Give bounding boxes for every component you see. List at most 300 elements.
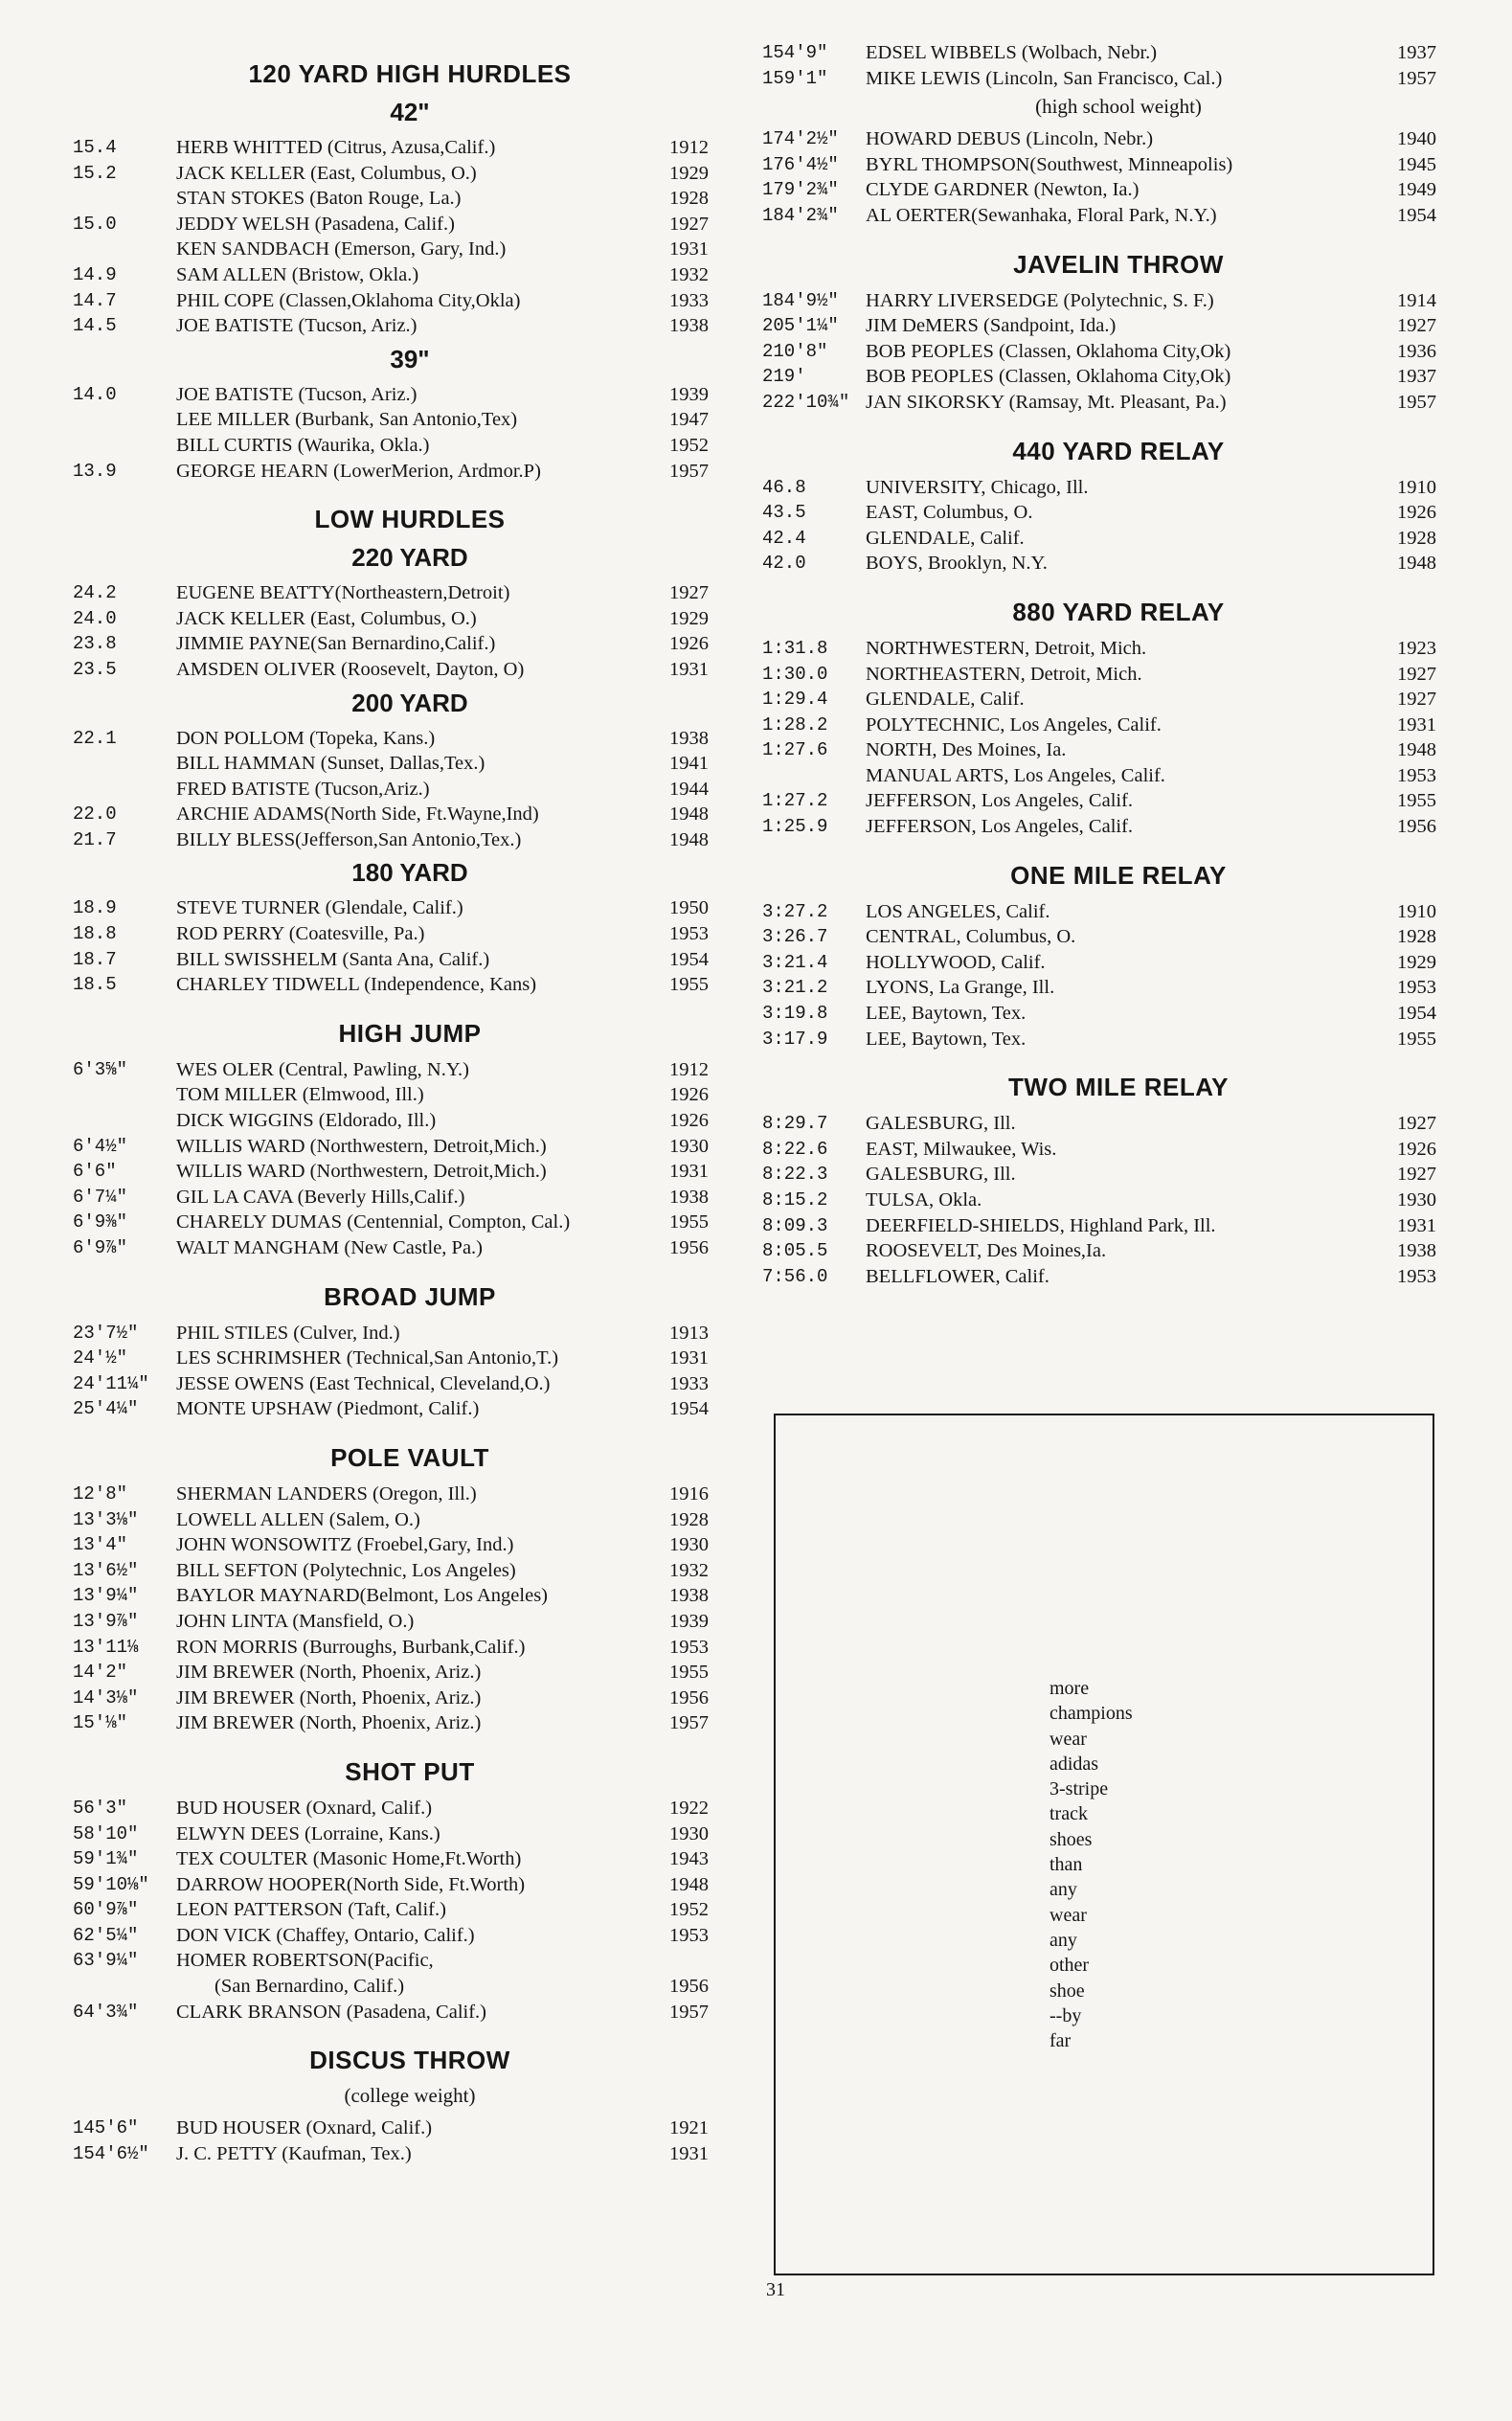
record-year: 1954 <box>669 1398 709 1420</box>
record-year: 1929 <box>669 162 709 184</box>
record-row <box>762 288 1436 314</box>
record-mark: 18.8 <box>73 923 117 945</box>
record-mark: 179'2¾" <box>762 179 839 201</box>
record-year: 1954 <box>1397 204 1436 226</box>
record-holder: GALESBURG, Ill. <box>866 1113 1016 1135</box>
section-heading: SHOT PUT <box>345 1756 475 1786</box>
record-year: 1929 <box>1397 951 1436 973</box>
record-row <box>762 203 1436 229</box>
record-year: 1953 <box>669 1636 709 1658</box>
record-mark: 8:09.3 <box>762 1214 828 1236</box>
record-row <box>762 313 1436 339</box>
record-year: 1926 <box>669 633 709 655</box>
record-row <box>73 1974 709 2000</box>
record-row <box>73 726 709 752</box>
ad-line: --by <box>1049 2004 1082 2026</box>
record-row <box>73 921 709 947</box>
record-holder: EAST, Columbus, O. <box>866 502 1033 524</box>
record-row <box>762 713 1436 738</box>
record-year: 1912 <box>669 137 709 158</box>
record-row <box>762 899 1436 925</box>
record-mark: 60'9⅞" <box>73 1899 139 1921</box>
record-row <box>762 924 1436 950</box>
record-row <box>762 814 1436 840</box>
record-year <box>651 1948 709 1974</box>
record-holder: POLYTECHNIC, Los Angeles, Calif. <box>866 713 1162 735</box>
record-row <box>762 1027 1436 1052</box>
record-row <box>73 580 709 606</box>
record-holder: JOE BATISTE (Tucson, Ariz.) <box>176 383 417 405</box>
record-mark: 219' <box>762 366 806 388</box>
record-holder: CLARK BRANSON (Pasadena, Calif.) <box>176 2001 486 2023</box>
record-holder: LEE MILLER (Burbank, San Antonio,Tex) <box>176 409 518 431</box>
record-year: 1929 <box>669 607 709 629</box>
record-row <box>73 1897 709 1923</box>
record-row <box>73 972 709 998</box>
record-mark: 205'1¼" <box>762 315 839 337</box>
record-holder: SAM ALLEN (Bristow, Okla.) <box>176 263 419 285</box>
record-holder: ROOSEVELT, Des Moines,Ia. <box>866 1240 1107 1262</box>
record-row <box>73 1082 709 1108</box>
record-holder: BILL CURTIS (Waurika, Okla.) <box>176 434 430 456</box>
record-row <box>73 1846 709 1872</box>
ad-line: any <box>1049 1879 1077 1901</box>
record-row <box>762 152 1436 178</box>
record-row <box>73 827 709 853</box>
record-holder: JIM DeMERS (Sandpoint, Ida.) <box>866 315 1117 337</box>
record-row <box>73 237 709 262</box>
record-row <box>73 606 709 632</box>
record-year: 1932 <box>669 263 709 285</box>
record-year: 1940 <box>1397 128 1436 150</box>
record-mark: 6'9⅞" <box>73 1237 128 1258</box>
record-year: 1913 <box>669 1322 709 1344</box>
record-holder: WILLIS WARD (Northwestern, Detroit,Mich.) <box>176 1135 547 1157</box>
record-year: 1930 <box>669 1822 709 1844</box>
record-row <box>73 657 709 683</box>
record-row <box>73 1635 709 1661</box>
record-holder: EUGENE BEATTY(Northeastern,Detroit) <box>176 582 510 604</box>
record-year: 1956 <box>669 1686 709 1708</box>
record-mark <box>73 407 176 433</box>
record-row <box>762 662 1436 688</box>
ad-line: any <box>1049 1929 1077 1951</box>
record-holder: TOM MILLER (Elmwood, Ill.) <box>176 1084 424 1106</box>
record-year: 1956 <box>669 1237 709 1258</box>
record-mark: 56'3" <box>73 1797 128 1819</box>
record-row <box>73 1558 709 1584</box>
record-year: 1931 <box>669 2142 709 2164</box>
record-row <box>762 500 1436 526</box>
record-year: 1956 <box>669 1976 709 1998</box>
record-holder: SHERMAN LANDERS (Oregon, Ill.) <box>176 1482 477 1505</box>
record-holder: JACK KELLER (East, Columbus, O.) <box>176 162 477 184</box>
record-year: 1931 <box>1397 713 1436 735</box>
record-holder: BILL SWISSHELM (Santa Ana, Calif.) <box>176 948 490 970</box>
record-year: 1938 <box>1397 1240 1436 1262</box>
record-holder: GALESBURG, Ill. <box>866 1164 1016 1186</box>
record-row <box>73 262 709 288</box>
record-row <box>73 1185 709 1210</box>
record-mark: 15.0 <box>73 213 117 235</box>
ad-line: other <box>1049 1955 1090 1977</box>
section-subheading: 180 YARD <box>351 858 468 888</box>
record-year: 1914 <box>1397 289 1436 311</box>
record-mark: 1:30.0 <box>762 663 828 685</box>
section-heading: JAVELIN THROW <box>1013 249 1224 279</box>
record-mark: 18.9 <box>73 897 117 919</box>
record-holder: UNIVERSITY, Chicago, Ill. <box>866 476 1089 498</box>
record-mark: 1:31.8 <box>762 637 828 659</box>
record-year: 1954 <box>669 948 709 970</box>
record-year: 1954 <box>1397 1003 1436 1025</box>
record-year: 1931 <box>669 238 709 260</box>
record-holder: BELLFLOWER, Calif. <box>866 1265 1049 1287</box>
record-mark: 24'11¼" <box>73 1372 149 1394</box>
record-holder: BILLY BLESS(Jefferson,San Antonio,Tex.) <box>176 828 522 850</box>
record-year: 1931 <box>669 1161 709 1183</box>
record-row <box>73 1710 709 1736</box>
record-year: 1921 <box>669 2117 709 2139</box>
record-mark: 6'6" <box>73 1161 117 1183</box>
record-year: 1926 <box>669 1084 709 1106</box>
record-holder: WALT MANGHAM (New Castle, Pa.) <box>176 1237 484 1258</box>
ad-line: champions <box>1049 1703 1133 1725</box>
record-holder: BILL HAMMAN (Sunset, Dallas,Tex.) <box>176 753 485 775</box>
record-mark: 14'3⅛" <box>73 1686 139 1708</box>
ad-line: shoe <box>1049 1980 1085 2002</box>
record-holder: JAN SIKORSKY (Ramsay, Mt. Pleasant, Pa.) <box>866 391 1227 413</box>
section-heading: 440 YARD RELAY <box>1012 436 1225 465</box>
record-year: 1948 <box>669 828 709 850</box>
record-row <box>73 433 709 459</box>
record-mark: 42.0 <box>762 553 806 575</box>
record-year: 1928 <box>669 188 709 210</box>
section-heading: DISCUS THROW <box>309 2046 510 2075</box>
record-holder: LES SCHRIMSHER (Technical,San Antonio,T.) <box>176 1347 559 1369</box>
record-holder: JOHN WONSOWITZ (Froebel,Gary, Ind.) <box>176 1534 514 1556</box>
section-heading: 880 YARD RELAY <box>1012 597 1225 626</box>
record-year: 1955 <box>669 1662 709 1684</box>
record-row <box>73 186 709 212</box>
record-row <box>762 126 1436 152</box>
record-mark: 159'1" <box>762 67 828 89</box>
section-heading: BROAD JUMP <box>324 1281 496 1311</box>
page-number: 31 <box>766 2279 785 2300</box>
record-holder: JOHN LINTA (Mansfield, O.) <box>176 1610 415 1632</box>
record-mark: 222'10¾" <box>762 391 850 413</box>
record-row <box>762 1162 1436 1188</box>
record-holder: MANUAL ARTS, Los Angeles, Calif. <box>866 764 1165 786</box>
record-year: 1930 <box>1397 1189 1436 1210</box>
record-row <box>73 1159 709 1185</box>
record-holder: GIL LA CAVA (Beverly Hills,Calif.) <box>176 1186 465 1208</box>
record-mark: 13'3⅛" <box>73 1508 139 1530</box>
record-row <box>73 2116 709 2141</box>
record-mark <box>73 433 176 459</box>
record-year: 1955 <box>669 974 709 996</box>
record-mark: 14.0 <box>73 383 117 405</box>
record-year: 1928 <box>669 1508 709 1530</box>
record-row <box>762 1213 1436 1239</box>
record-row <box>762 40 1436 66</box>
record-row <box>73 1321 709 1346</box>
record-row <box>73 161 709 187</box>
record-holder: DON VICK (Chaffey, Ontario, Calif.) <box>176 1924 475 1946</box>
record-mark: 8:05.5 <box>762 1240 828 1262</box>
record-mark: 42.4 <box>762 527 806 549</box>
record-holder: WILLIS WARD (Northwestern, Detroit,Mich.) <box>176 1161 547 1183</box>
record-year: 1928 <box>1397 926 1436 948</box>
ad-line: far <box>1049 2030 1072 2052</box>
record-holder: TEX COULTER (Masonic Home,Ft.Worth) <box>176 1848 522 1870</box>
record-holder: WES OLER (Central, Pawling, N.Y.) <box>176 1058 469 1080</box>
record-row <box>762 636 1436 662</box>
record-mark: 23.8 <box>73 633 117 655</box>
record-holder: ARCHIE ADAMS(North Side, Ft.Wayne,Ind) <box>176 803 539 826</box>
record-holder: JACK KELLER (East, Columbus, O.) <box>176 607 477 629</box>
record-mark: 3:21.2 <box>762 977 828 999</box>
record-year: 1953 <box>669 923 709 945</box>
record-mark: 7:56.0 <box>762 1265 828 1287</box>
section-subheading: 39" <box>390 344 430 373</box>
record-year: 1933 <box>669 289 709 311</box>
section-heading: LOW HURDLES <box>314 505 506 534</box>
record-mark: 6'3⅝" <box>73 1058 128 1080</box>
record-mark: 58'10" <box>73 1822 139 1844</box>
ad-line: than <box>1049 1854 1083 1876</box>
record-year: 1957 <box>1397 67 1436 89</box>
record-mark: 3:27.2 <box>762 900 828 922</box>
record-row <box>73 1210 709 1235</box>
record-row <box>762 390 1436 416</box>
record-mark: 13'4" <box>73 1534 128 1556</box>
record-holder: JIM BREWER (North, Phoenix, Ariz.) <box>176 1686 482 1708</box>
record-mark: 63'9¼" <box>73 1950 139 1972</box>
record-row <box>762 975 1436 1001</box>
record-row <box>73 895 709 921</box>
record-row <box>73 459 709 485</box>
record-holder: BAYLOR MAYNARD(Belmont, Los Angeles) <box>176 1585 548 1607</box>
record-holder: CLYDE GARDNER (Newton, Ia.) <box>866 179 1140 201</box>
record-mark: 22.1 <box>73 727 117 749</box>
record-mark: 184'9½" <box>762 289 839 311</box>
ad-line: wear <box>1049 1728 1087 1750</box>
record-mark: 13'11⅛ <box>73 1636 139 1658</box>
record-holder: EAST, Milwaukee, Wis. <box>866 1138 1057 1160</box>
record-year: 1956 <box>1397 816 1436 838</box>
record-mark: 13'6½" <box>73 1559 139 1581</box>
record-holder: BOYS, Brooklyn, N.Y. <box>866 553 1048 575</box>
record-year: 1957 <box>669 2001 709 2023</box>
record-mark: 3:19.8 <box>762 1003 828 1025</box>
record-row <box>73 1396 709 1422</box>
record-mark: 174'2½" <box>762 128 839 150</box>
record-mark: 210'8" <box>762 340 828 362</box>
record-row <box>73 313 709 339</box>
record-mark: 59'10⅛" <box>73 1873 149 1895</box>
record-holder: DEERFIELD-SHIELDS, Highland Park, Ill. <box>866 1214 1216 1236</box>
record-year: 1957 <box>669 460 709 482</box>
record-mark: 62'5¼" <box>73 1924 139 1946</box>
record-year: 1948 <box>1397 739 1436 761</box>
record-row <box>762 1111 1436 1137</box>
record-row <box>762 526 1436 552</box>
record-mark: 15.4 <box>73 137 117 158</box>
record-row <box>73 1609 709 1635</box>
record-holder: GEORGE HEARN (LowerMerion, Ardmor.P) <box>176 460 541 482</box>
record-mark: 8:29.7 <box>762 1113 828 1135</box>
record-year: 1927 <box>1397 315 1436 337</box>
record-holder: (San Bernardino, Calif.) <box>214 1976 405 1998</box>
record-mark: 1:28.2 <box>762 713 828 735</box>
record-row <box>73 1371 709 1397</box>
record-mark: 154'6½" <box>73 2142 149 2164</box>
record-year: 1939 <box>669 383 709 405</box>
record-year: 1948 <box>669 1873 709 1895</box>
record-year: 1927 <box>669 213 709 235</box>
record-row <box>762 763 1436 789</box>
record-mark: 64'3¾" <box>73 2001 139 2023</box>
record-mark: 154'9" <box>762 42 828 63</box>
record-mark: 3:21.4 <box>762 951 828 973</box>
record-row <box>73 1660 709 1686</box>
record-year: 1927 <box>669 582 709 604</box>
record-holder: LEON PATTERSON (Taft, Calif.) <box>176 1899 446 1921</box>
record-row <box>762 1137 1436 1163</box>
record-year: 1953 <box>1397 1265 1436 1287</box>
record-row <box>73 1057 709 1083</box>
record-year: 1941 <box>669 753 709 775</box>
record-mark: 8:22.3 <box>762 1164 828 1186</box>
section-subheading: 200 YARD <box>351 688 468 717</box>
record-year: 1939 <box>669 1610 709 1632</box>
record-holder: LOS ANGELES, Calif. <box>866 900 1050 922</box>
record-row <box>762 1238 1436 1264</box>
record-year: 1922 <box>669 1797 709 1819</box>
record-holder: BOB PEOPLES (Classen, Oklahoma City,Ok) <box>866 366 1231 388</box>
record-row <box>762 1264 1436 1290</box>
record-holder: AMSDEN OLIVER (Roosevelt, Dayton, O) <box>176 658 525 680</box>
record-row <box>73 1948 709 1974</box>
record-mark: 12'8" <box>73 1482 128 1505</box>
record-holder: LYONS, La Grange, Ill. <box>866 977 1055 999</box>
record-mark: 13.9 <box>73 460 117 482</box>
record-year: 1928 <box>1397 527 1436 549</box>
record-mark: 1:27.6 <box>762 739 828 761</box>
record-holder: EDSEL WIBBELS (Wolbach, Nebr.) <box>866 42 1158 63</box>
record-row <box>73 382 709 408</box>
record-year: 1938 <box>669 1585 709 1607</box>
record-year: 1943 <box>669 1848 709 1870</box>
record-holder: HOLLYWOOD, Calif. <box>866 951 1046 973</box>
record-year: 1953 <box>669 1924 709 1946</box>
record-row <box>73 1583 709 1609</box>
record-year: 1932 <box>669 1559 709 1581</box>
record-year: 1938 <box>669 727 709 749</box>
record-row <box>73 802 709 827</box>
record-mark: 6'7¼" <box>73 1186 128 1208</box>
section-heading: 120 YARD HIGH HURDLES <box>248 59 572 88</box>
record-holder: TULSA, Okla. <box>866 1189 982 1210</box>
record-holder: JEDDY WELSH (Pasadena, Calif.) <box>176 213 455 235</box>
record-year: 1955 <box>669 1211 709 1233</box>
record-year: 1938 <box>669 315 709 337</box>
ad-line: wear <box>1049 1904 1087 1926</box>
record-mark: 43.5 <box>762 502 806 524</box>
record-row <box>73 1482 709 1507</box>
record-mark <box>73 237 176 262</box>
record-mark: 18.7 <box>73 948 117 970</box>
record-mark: 24'½" <box>73 1347 128 1369</box>
record-mark: 176'4½" <box>762 153 839 175</box>
record-year: 1910 <box>1397 476 1436 498</box>
record-row <box>73 1134 709 1160</box>
record-holder: FRED BATISTE (Tucson,Ariz.) <box>176 778 430 800</box>
record-row <box>73 777 709 803</box>
record-mark: 1:27.2 <box>762 790 828 812</box>
record-mark <box>73 1974 176 2000</box>
record-row <box>73 1872 709 1898</box>
record-row <box>73 2141 709 2167</box>
record-holder: GLENDALE, Calif. <box>866 527 1025 549</box>
record-holder: STEVE TURNER (Glendale, Calif.) <box>176 897 463 919</box>
record-mark: 6'4½" <box>73 1135 128 1157</box>
record-mark <box>73 777 176 803</box>
section-heading: TWO MILE RELAY <box>1008 1073 1229 1102</box>
record-mark: 13'9⅞" <box>73 1610 139 1632</box>
record-mark: 1:29.4 <box>762 689 828 711</box>
record-holder: AL OERTER(Sewanhaka, Floral Park, N.Y.) <box>866 204 1217 226</box>
record-holder: DARROW HOOPER(North Side, Ft.Worth) <box>176 1873 526 1895</box>
record-year: 1952 <box>669 434 709 456</box>
record-holder: JESSE OWENS (East Technical, Cleveland,O.) <box>176 1372 551 1394</box>
record-year: 1952 <box>669 1899 709 1921</box>
record-year: 1937 <box>1397 42 1436 63</box>
record-mark: 46.8 <box>762 476 806 498</box>
record-holder: BOB PEOPLES (Classen, Oklahoma City,Ok) <box>866 340 1231 362</box>
record-year: 1937 <box>1397 366 1436 388</box>
right-column <box>762 40 1436 1289</box>
record-holder: LEE, Baytown, Tex. <box>866 1028 1027 1050</box>
record-year: 1931 <box>669 658 709 680</box>
record-row <box>762 1001 1436 1027</box>
record-year: 1910 <box>1397 900 1436 922</box>
record-holder: BUD HOUSER (Oxnard, Calif.) <box>176 1797 433 1819</box>
record-mark: 21.7 <box>73 828 117 850</box>
record-mark: 8:15.2 <box>762 1189 828 1210</box>
record-mark <box>73 751 176 777</box>
record-holder: PHIL COPE (Classen,Oklahoma City,Okla) <box>176 289 521 311</box>
adidas-ad-box <box>774 1414 1434 2275</box>
record-row <box>762 737 1436 763</box>
record-mark <box>73 186 176 212</box>
record-row <box>762 1188 1436 1213</box>
record-holder: NORTHEASTERN, Detroit, Mich. <box>866 663 1142 685</box>
record-year: 1927 <box>1397 689 1436 711</box>
record-year: 1916 <box>669 1482 709 1505</box>
record-row <box>762 66 1436 92</box>
record-holder: JEFFERSON, Los Angeles, Calif. <box>866 816 1134 838</box>
record-year: 1953 <box>1397 977 1436 999</box>
record-row <box>73 1532 709 1558</box>
record-holder: MONTE UPSHAW (Piedmont, Calif.) <box>176 1398 480 1420</box>
record-year: 1927 <box>1397 1113 1436 1135</box>
section-subheading: 220 YARD <box>351 543 468 573</box>
record-year: 1930 <box>669 1534 709 1556</box>
record-holder: BUD HOUSER (Oxnard, Calif.) <box>176 2117 433 2139</box>
record-holder: NORTH, Des Moines, Ia. <box>866 739 1067 761</box>
